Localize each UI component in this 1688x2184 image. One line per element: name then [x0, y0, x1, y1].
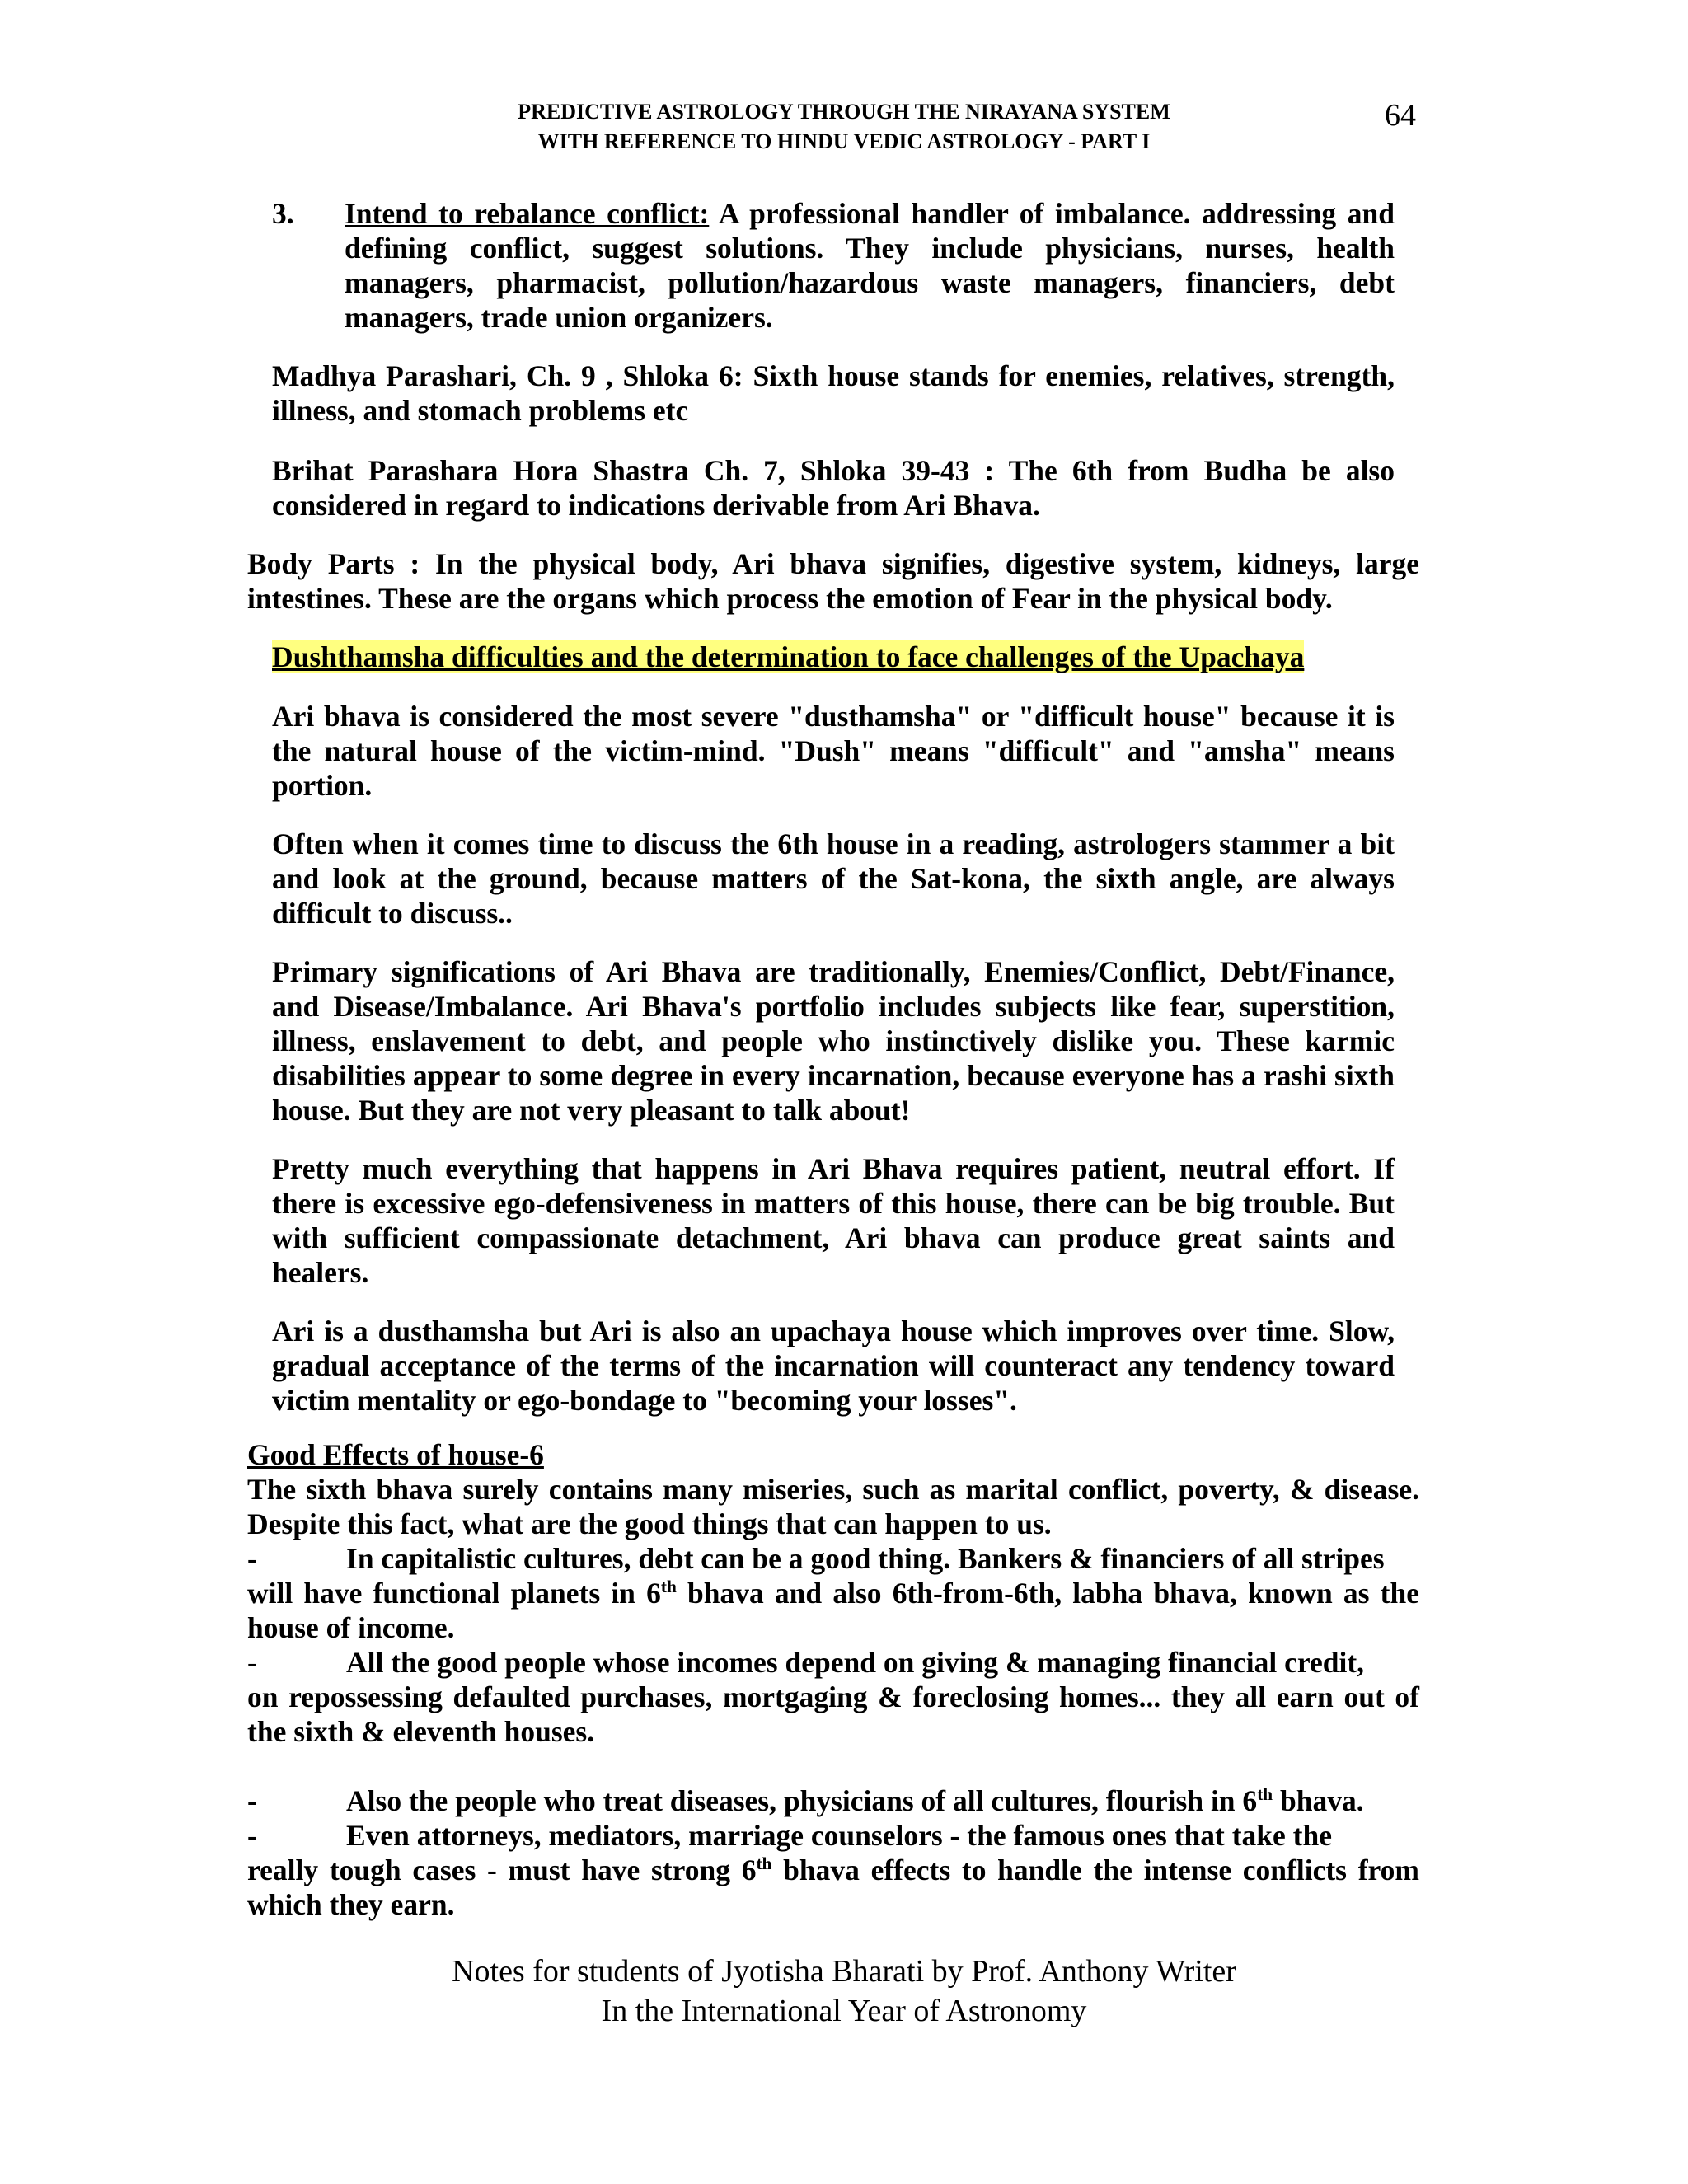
- good-effects-heading: Good Effects of house-6: [247, 1438, 544, 1471]
- bullet-2-text: All the good people whose incomes depend on giving & managing financial credit,: [346, 1646, 1365, 1679]
- bullet-2-first-line: [247, 1645, 1419, 1680]
- good-effects-intro: The sixth bhava surely contains many miseries, such as marital conflict, poverty, & disease. Despite this fact, what are the good things that can happen to us.: [247, 1473, 1419, 1540]
- bullet-dash: -: [247, 1819, 257, 1852]
- bullet-1-text: In capitalistic cultures, debt can be a good thing. Bankers & financiers of all stripes: [346, 1542, 1385, 1575]
- superscript: th: [756, 1854, 772, 1874]
- superscript: th: [1257, 1784, 1273, 1805]
- footer-line-1: Notes for students of Jyotisha Bharati by Prof. Anthony Writer: [452, 1954, 1236, 1989]
- item-text: A professional handler of imbalance. addressing and defining conflict, suggest solutions. They include physicians, nurses, health managers, pharmacist, pollution/hazardous waste managers, financiers, debt managers, trade union organizers.: [345, 197, 1395, 334]
- page-footer: [0, 1952, 1688, 2031]
- paragraph-primary-significations: Primary significations of Ari Bhava are traditionally, Enemies/Conflict, Debt/Finance, and Disease/Imbalance. Ari Bhava's portfolio includes subjects like fear, superstition, illness, enslavement to debt, and people who instinctively dislike you. These karmic disabilities appear to some degree in every incarnation, because everyone has a rashi sixth house. But they are not very pleasant to talk about!: [272, 955, 1395, 1127]
- bullet-1-continuation: [247, 1576, 1419, 1645]
- good-effects-section: [247, 1437, 1419, 1922]
- bullet-1-text-a: will have functional planets in 6: [247, 1577, 661, 1610]
- bullet-4-text: Even attorneys, mediators, marriage counselors - the famous ones that take the: [346, 1819, 1332, 1852]
- bullet-3: [247, 1783, 1419, 1818]
- bullet-dash: -: [247, 1542, 257, 1575]
- item-title: Intend to rebalance conflict:: [345, 197, 710, 230]
- item-body: [345, 196, 1395, 335]
- bullet-3-text: [346, 1783, 1364, 1818]
- brihat-parashara-paragraph: Brihat Parashara Hora Shastra Ch. 7, Shloka 39-43 : The 6th from Budha be also considered in regard to indications derivable from Ari Bhava.: [272, 454, 1395, 522]
- bullet-4-text-a: really tough cases - must have strong 6: [247, 1854, 757, 1886]
- bullet-1-text-b: bhava and also 6th-from-6th, labha bhava, known as the house of income.: [247, 1577, 1419, 1644]
- running-header: [0, 97, 1688, 157]
- bullet-4-first-line: [247, 1818, 1419, 1853]
- bullet-3-text-b: bhava.: [1273, 1784, 1364, 1817]
- footer-line-2: In the International Year of Astronomy: [601, 1994, 1087, 2028]
- bullet-dash: -: [247, 1784, 257, 1817]
- header-line-2: WITH REFERENCE TO HINDU VEDIC ASTROLOGY - PART I: [537, 129, 1151, 153]
- body-parts-paragraph: Body Parts : In the physical body, Ari bhava signifies, digestive system, kidneys, large intestines. These are the organs which process the emotion of Fear in the physical body.: [247, 547, 1419, 615]
- highlighted-heading-text: Dushthamsha difficulties and the determination to face challenges of the Upachaya: [272, 640, 1305, 673]
- paragraph-patient-effort: Pretty much everything that happens in Ari Bhava requires patient, neutral effort. If there is excessive ego-defensiveness in matters of this house, there can be big trouble. But with sufficient compassionate detachment, Ari bhava can produce great saints and healers.: [272, 1152, 1395, 1289]
- paragraph-dusthamsha: Ari bhava is considered the most severe "dusthamsha" or "difficult house" because it is the natural house of the victim-mind. "Dush" means "difficult" and "amsha" means portion.: [272, 700, 1395, 802]
- bullet-3-text-a: Also the people who treat diseases, physicians of all cultures, flourish in 6: [346, 1784, 1258, 1817]
- madhya-parashari-paragraph: Madhya Parashari, Ch. 9 , Shloka 6: Sixth house stands for enemies, relatives, strength, illness, and stomach problems etc: [272, 359, 1395, 427]
- dushthamsha-heading: [272, 640, 1395, 674]
- bullet-1-first-line: [247, 1541, 1419, 1576]
- paragraph-sixth-house-reading: Often when it comes time to discuss the 6th house in a reading, astrologers stammer a bit and look at the ground, because matters of the Sat-kona, the sixth angle, are always difficult to discuss..: [272, 827, 1395, 930]
- bullet-4-continuation: [247, 1853, 1419, 1922]
- item-number: 3.: [272, 197, 294, 230]
- page-number: 64: [1385, 98, 1416, 133]
- paragraph-upachaya: Ari is a dusthamsha but Ari is also an upachaya house which improves over time. Slow, gradual acceptance of the terms of the incarnation will counteract any tendency toward victim mentality or ego-bondage to "becoming your losses".: [272, 1315, 1395, 1417]
- superscript: th: [660, 1577, 677, 1597]
- bullet-2-continuation: on repossessing defaulted purchases, mortgaging & foreclosing homes... they all earn out of the sixth & eleventh houses.: [247, 1680, 1419, 1748]
- bullet-4-text-b: bhava effects to handle the intense conflicts from which they earn.: [247, 1854, 1419, 1921]
- numbered-item-3: [272, 196, 1395, 335]
- bullet-dash: -: [247, 1646, 257, 1679]
- header-line-1: PREDICTIVE ASTROLOGY THROUGH THE NIRAYANA SYSTEM: [518, 100, 1170, 124]
